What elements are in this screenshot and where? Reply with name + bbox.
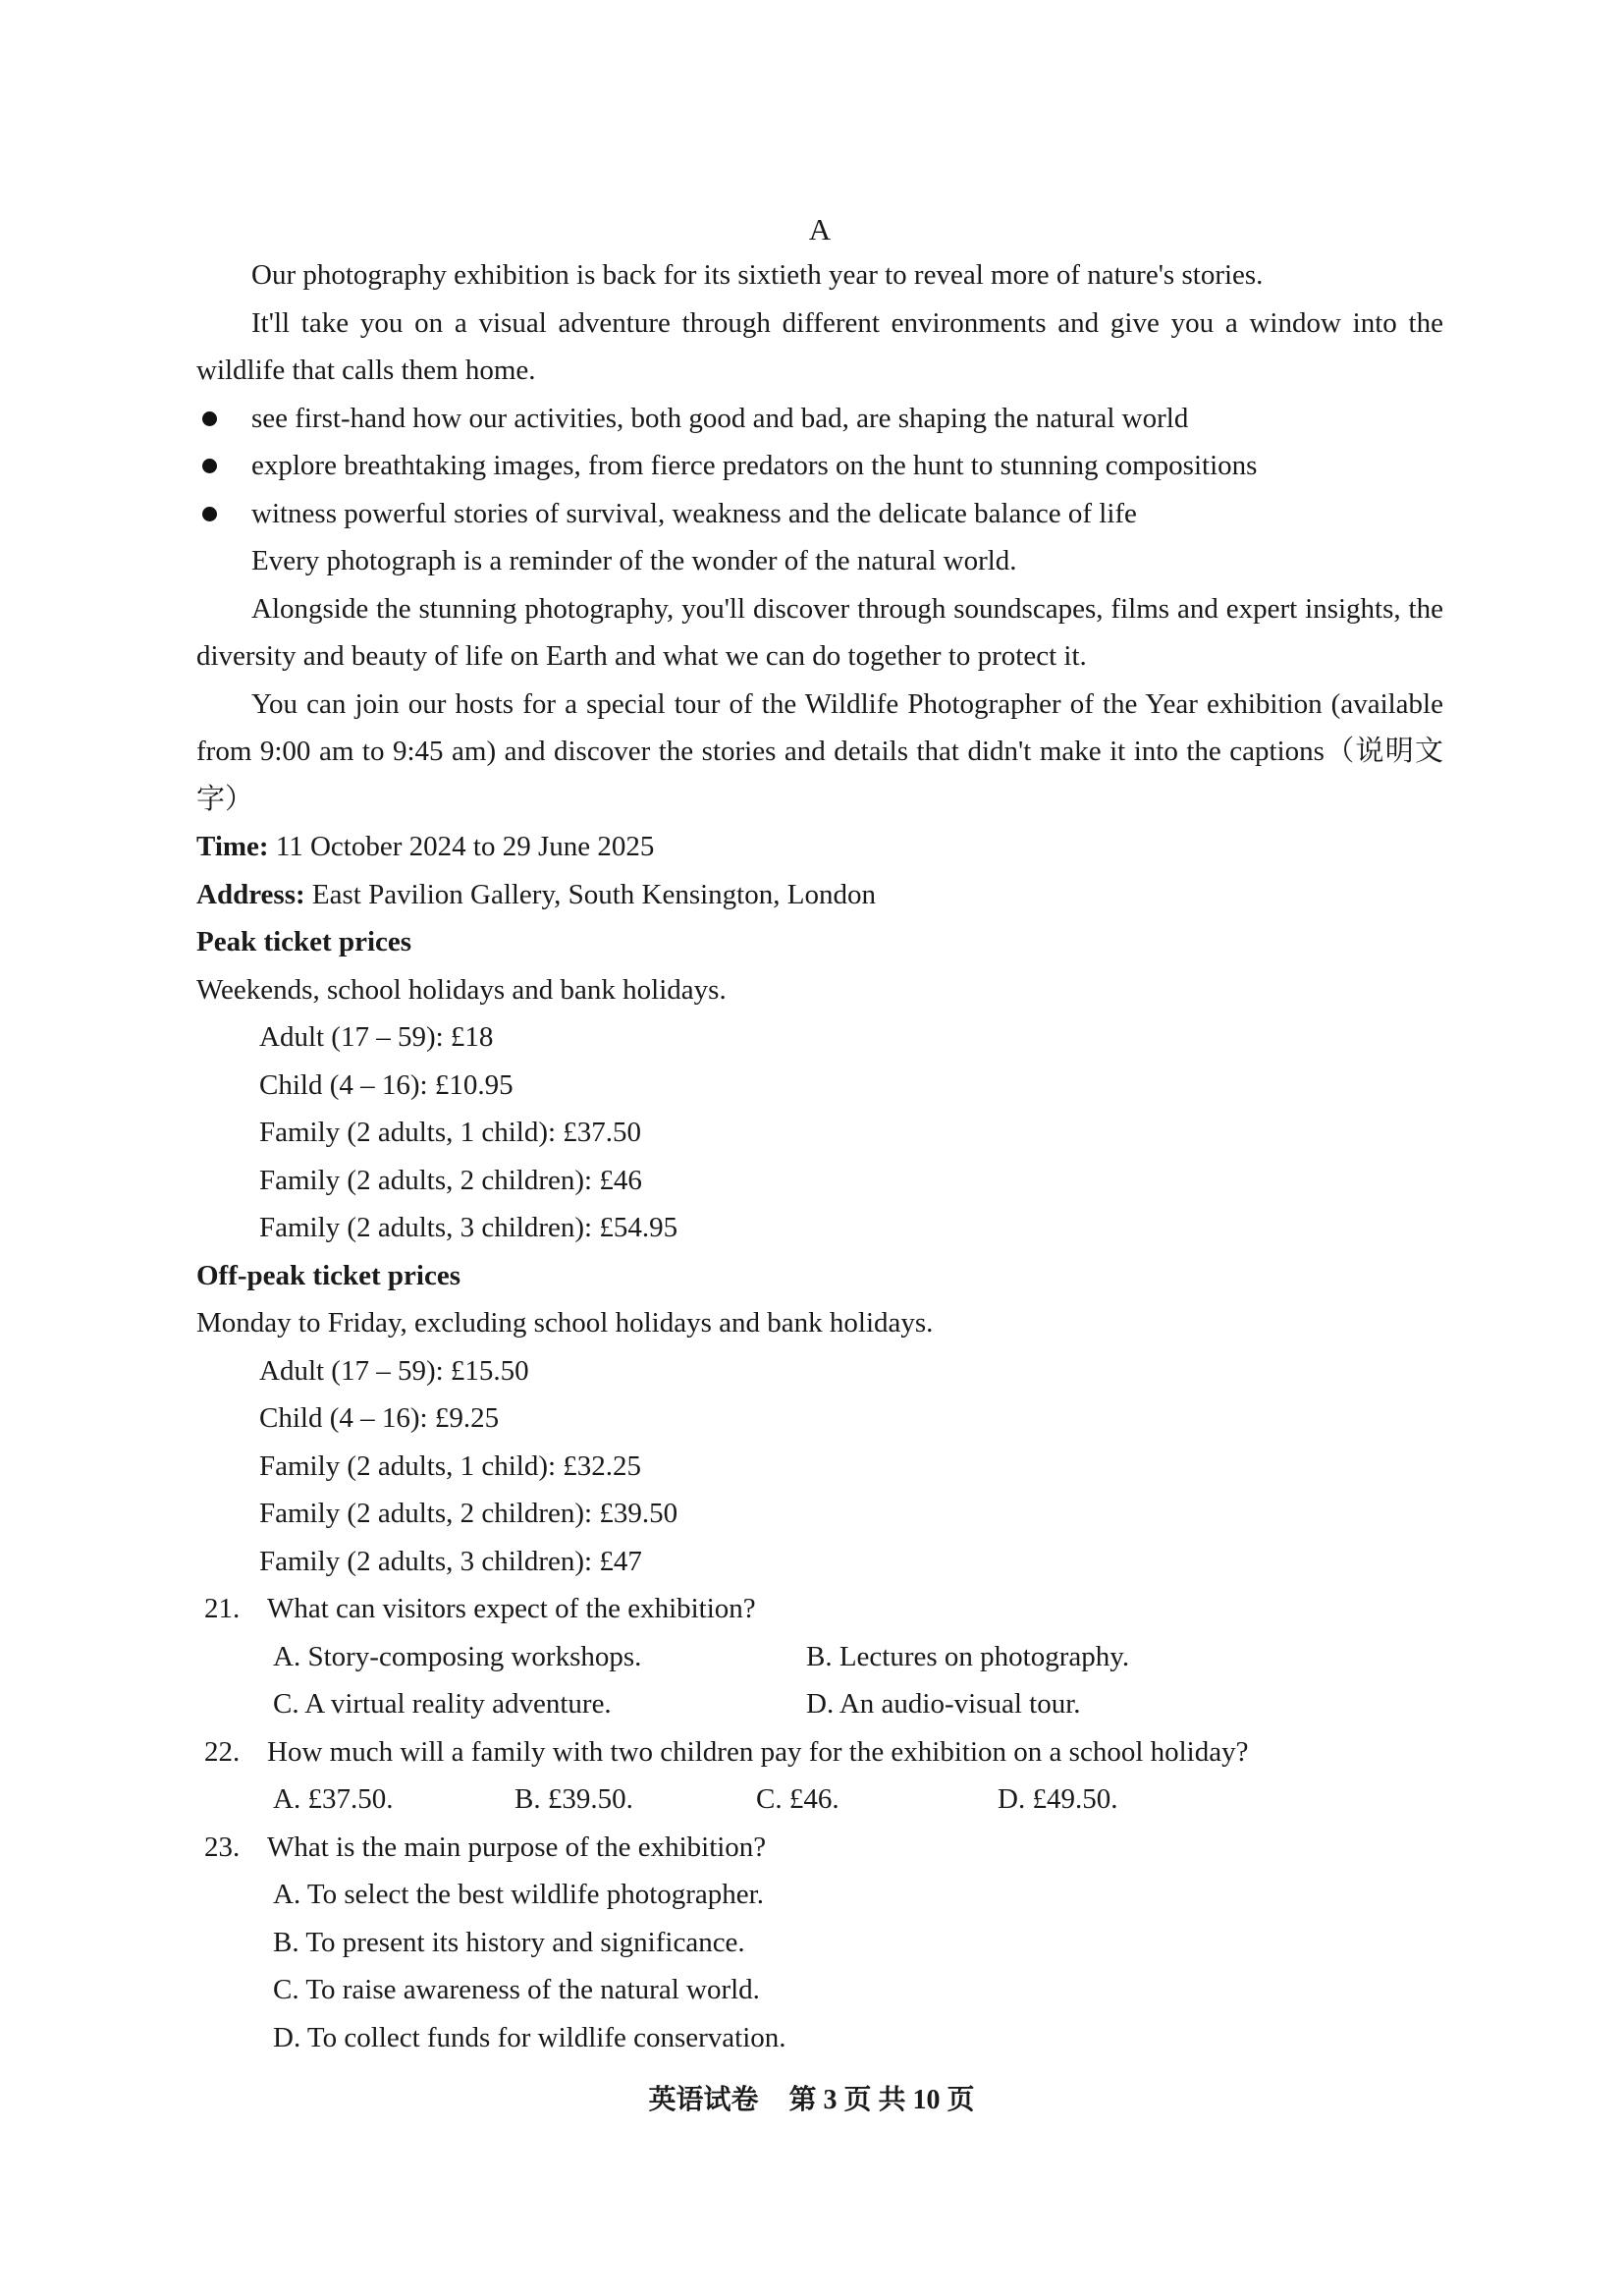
paragraph-tour: You can join our hosts for a special tour of the Wildlife Photographer of the Year exhibition (available from 9:00 am to 9:45 am) and discover the stories and details that didn't make it into the captions（说明文字） [196,687,1443,815]
option-b[interactable]: B. £39.50. [514,1783,633,1815]
question-21-options-row-2 [196,1680,1443,1728]
bullet-item [196,442,1443,490]
offpeak-price-item: Child (4 – 16): £9.25 [259,1402,500,1434]
option-d[interactable]: D. An audio-visual tour. [806,1688,1081,1720]
option-a[interactable]: A. Story-composing workshops. [273,1640,642,1672]
section-letter: A [808,212,832,246]
question-23 [196,1824,1443,1872]
question-21-options-row-1 [196,1633,1443,1681]
offpeak-price-item: Family (2 adults, 1 child): £32.25 [259,1449,642,1482]
option-b[interactable]: B. To present its history and significance. [273,1926,745,1958]
bullet-icon [202,459,217,473]
bullet-text: explore breathtaking images, from fierce predators on the hunt to stunning compositions [251,450,1258,481]
question-number: 21. [204,1593,241,1624]
peak-price-item: Family (2 adults, 1 child): £37.50 [259,1117,642,1148]
offpeak-prices-note: Monday to Friday, excluding school holidays and bank holidays. [196,1307,934,1339]
peak-price-item: Child (4 – 16): £10.95 [259,1068,514,1101]
time-value: 11 October 2024 to 29 June 2025 [268,831,655,862]
question-number: 23. [204,1831,241,1863]
option-a[interactable]: A. To select the best wildlife photographer. [273,1879,764,1910]
time-line [196,823,1443,871]
bullet-text: see first-hand how our activities, both good and bad, are shaping the natural world [251,402,1189,434]
address-label: Address: [196,878,305,910]
peak-price-item: Family (2 adults, 3 children): £54.95 [259,1212,678,1243]
question-text: What can visitors expect of the exhibition? [267,1593,756,1624]
peak-price-item: Adult (17 – 59): £18 [259,1021,494,1053]
offpeak-price-item: Family (2 adults, 2 children): £39.50 [259,1498,678,1529]
paragraph-reminder: Every photograph is a reminder of the wonder of the natural world. [251,545,1017,576]
feature-bullet-list [196,395,1443,538]
bullet-icon [202,411,217,426]
peak-prices-note: Weekends, school holidays and bank holidays. [196,973,727,1006]
question-22-options [196,1776,1443,1824]
option-d[interactable]: D. To collect funds for wildlife conservation. [273,2021,786,2053]
offpeak-price-item: Adult (17 – 59): £15.50 [259,1354,529,1387]
option-c[interactable]: C. £46. [756,1783,839,1815]
question-number: 22. [204,1735,241,1768]
option-d[interactable]: D. £49.50. [998,1783,1118,1815]
time-label: Time: [196,831,269,862]
bullet-item [196,395,1443,443]
question-text: How much will a family with two children pay for the exhibition on a school holiday? [267,1735,1249,1768]
address-line [196,871,1443,919]
footer-subject: 英语试卷 [648,2085,759,2115]
intro-paragraph-1: Our photography exhibition is back for its sixtieth year to reveal more of nature's stories. [251,259,1264,291]
passage-content [196,208,1443,2061]
footer-page-number: 第 3 页 共 10 页 [788,2085,975,2115]
bullet-icon [202,507,217,521]
peak-prices-heading: Peak ticket prices [196,926,412,957]
offpeak-price-item: Family (2 adults, 3 children): £47 [259,1545,642,1577]
peak-price-item: Family (2 adults, 2 children): £46 [259,1164,642,1196]
bullet-item [196,490,1443,538]
offpeak-prices-heading: Off-peak ticket prices [196,1259,460,1291]
intro-paragraph-2: It'll take you on a visual adventure through different environments and give you a window into the wildlife that calls them home. [196,306,1443,386]
paragraph-alongside: Alongside the stunning photography, you'll discover through soundscapes, films and expert insights, the diversity and beauty of life on Earth and what we can do together to protect it. [196,592,1443,672]
question-22 [196,1728,1443,1777]
option-c[interactable]: C. To raise awareness of the natural world. [273,1974,760,2005]
bullet-text: witness powerful stories of survival, weakness and the delicate balance of life [251,497,1137,529]
question-text: What is the main purpose of the exhibition? [267,1831,767,1863]
address-value: East Pavilion Gallery, South Kensington, London [304,878,876,910]
question-21 [196,1585,1443,1633]
page-footer [0,2078,1623,2117]
option-c[interactable]: C. A virtual reality adventure. [273,1688,612,1720]
option-a[interactable]: A. £37.50. [273,1783,394,1815]
option-b[interactable]: B. Lectures on photography. [806,1640,1130,1672]
